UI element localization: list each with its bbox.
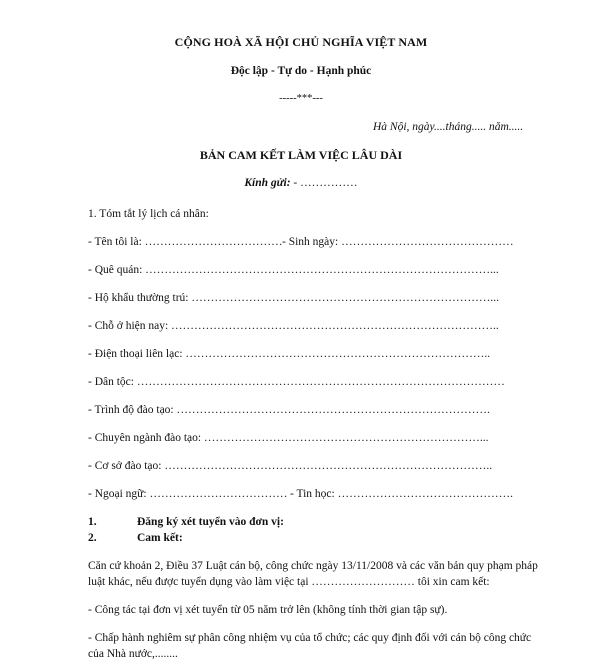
field-education: - Trình độ đào tạo: ………………………………………………………………………. xyxy=(88,404,490,416)
section-number: 1. xyxy=(88,516,97,528)
recipient-line xyxy=(0,176,602,190)
section-commitment xyxy=(88,531,183,545)
field-hometown: - Quê quán: ………………………………………………………………………………... xyxy=(88,264,499,276)
field-ethnicity: - Dân tộc: …………………………………………………………………………………… xyxy=(88,376,505,388)
field-residence: - Chỗ ở hiện nay: ………………………………………………………………………….. xyxy=(88,320,499,332)
nation-heading: CỘNG HOÀ XÃ HỘI CHỦ NGHĨA VIỆT NAM xyxy=(174,35,428,49)
field-institution: - Cơ sở đào tạo: ………………………………………………………………………….. xyxy=(88,460,493,472)
recipient-label: Kính gửi: xyxy=(244,177,291,189)
field-major: - Chuyên ngành đào tạo: ………………………………………………………………... xyxy=(88,432,489,444)
motto: Độc lập - Tự do - Hạnh phúc xyxy=(230,65,372,77)
field-it: - Tin học: ………………………………………. xyxy=(290,488,513,500)
body-paragraph-line: Căn cứ khoản 2, Điều 37 Luật cán bộ, công chức ngày 13/11/2008 và các văn bản quy phạm pháp xyxy=(88,560,538,572)
recipient-value: - …………… xyxy=(290,177,358,189)
field-name: - Tên tôi là: ……………………………… xyxy=(88,236,283,248)
divider: -----***--- xyxy=(279,93,323,104)
body-paragraph-line: luật khác, nếu được tuyển dụng vào làm việc tại ……………………… tôi xin cam kết: xyxy=(88,576,490,588)
commitment-item-continued: của Nhà nước,........ xyxy=(88,648,178,660)
profile-section-title: 1. Tóm tắt lý lịch cá nhân: xyxy=(88,208,209,220)
field-dob: - Sinh ngày: ……………………………………… xyxy=(282,236,514,248)
section-label: Cam kết: xyxy=(137,532,183,544)
field-language: - Ngoại ngữ: ……………………………… xyxy=(88,488,288,500)
place-date: Hà Nội, ngày....tháng..... năm..... xyxy=(373,121,524,133)
section-label: Đăng ký xét tuyển vào đơn vị: xyxy=(137,516,284,528)
section-registration xyxy=(88,515,284,529)
document-title: BẢN CAM KẾT LÀM VIỆC LÂU DÀI xyxy=(199,148,403,162)
commitment-item: - Chấp hành nghiêm sự phân công nhiệm vụ của tổ chức; các quy định đối với cán bộ công chức xyxy=(88,632,532,644)
field-phone: - Điện thoại liên lạc: …………………………………………………………………….. xyxy=(88,348,491,360)
field-household: - Hộ khẩu thường trú: ……………………………………………………………………... xyxy=(88,292,499,304)
section-number: 2. xyxy=(88,532,97,544)
commitment-item: - Công tác tại đơn vị xét tuyển từ 05 năm trở lên (không tính thời gian tập sự). xyxy=(88,604,448,616)
